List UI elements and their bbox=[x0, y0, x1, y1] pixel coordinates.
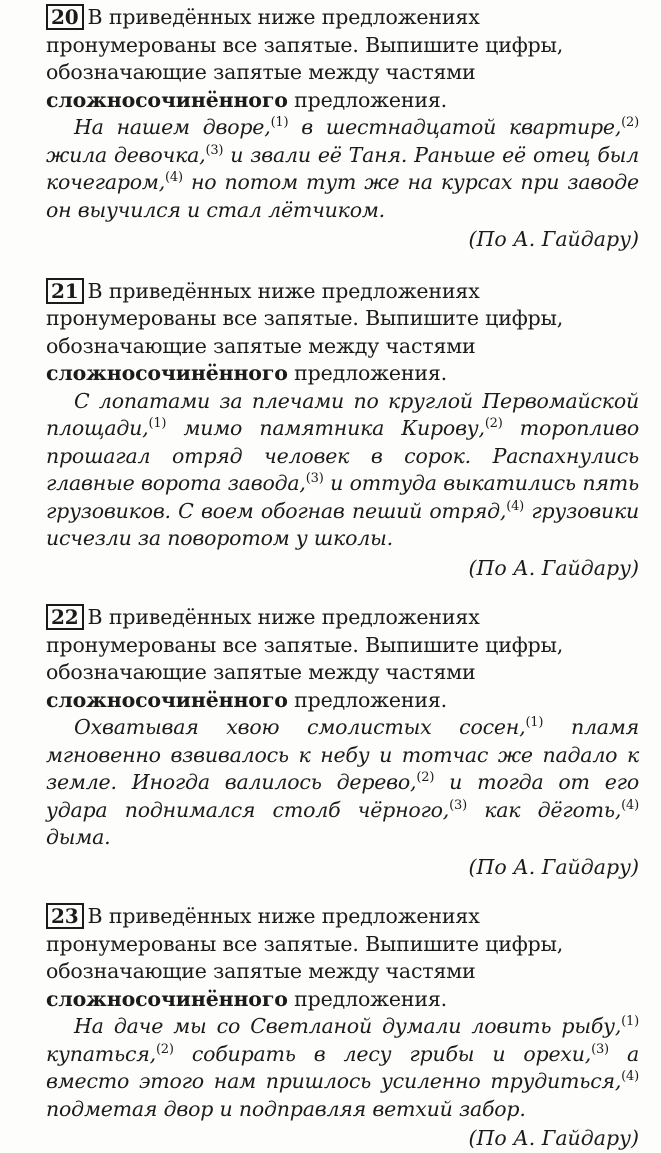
bold-term: сложносочинённого bbox=[46, 361, 288, 385]
task-number: 23 bbox=[46, 903, 84, 929]
comma-number: (1) bbox=[525, 715, 544, 731]
task-number: 22 bbox=[46, 604, 84, 630]
example-text: Охватывая хвою смолистых сосен,$^{(1)}$ пламя мгновенно взвивалось к небу и тотчас же падало к земле. Иногда валилось дерево,$^{(2)}$ и тогда от его удара поднимался столб чёрного,$^{(3)}$ как дёготь,$^{(4)}$ дыма. bbox=[46, 715, 639, 849]
comma-number: (3) bbox=[449, 797, 467, 813]
source-attribution: (По А. Гайдару) bbox=[468, 1126, 639, 1150]
comma-number: (4) bbox=[621, 1069, 639, 1085]
comma-number: (2) bbox=[621, 115, 639, 131]
example-text: С лопатами за плечами по круглой Первомайской площади,$^{(1)}$ мимо памятника Кирову,$^{(2)}$ торопливо прошагал отряд человек в сорок. Распахнулись главные ворота завода,$^{(3)}$ и оттуда выкатились пять грузовиков. С воем обогнав пеший отряд,$^{(4)}$ грузовики исчезли за поворотом у школы. bbox=[46, 388, 640, 550]
task-instruction: 23 В приведённых ниже предложениях пронумерованы все запятые. Выпишите цифры, обозначающие запятые между частями сложносочинённого предложения. bbox=[46, 904, 564, 1011]
comma-number: (2) bbox=[484, 416, 503, 432]
task-instruction: 22 В приведённых ниже предложениях пронумерованы все запятые. Выпишите цифры, обозначающие запятые между частями сложносочинённого предложения. bbox=[46, 605, 564, 712]
bold-term: сложносочинённого bbox=[46, 986, 288, 1011]
comma-number: (4) bbox=[621, 797, 639, 813]
comma-number: (1) bbox=[621, 1014, 639, 1030]
comma-number: (4) bbox=[165, 170, 183, 186]
comma-number: (3) bbox=[305, 471, 324, 487]
task-23 bbox=[46, 903, 639, 1153]
comma-number: (3) bbox=[205, 142, 224, 158]
task-21 bbox=[46, 278, 639, 583]
bold-term: сложносочинённого bbox=[46, 87, 288, 112]
task-number: 21 bbox=[46, 278, 84, 304]
comma-number: (1) bbox=[270, 115, 289, 131]
source-attribution: (По А. Гайдару) bbox=[468, 555, 639, 580]
comma-number: (2) bbox=[155, 1041, 174, 1057]
comma-number: (4) bbox=[506, 498, 525, 514]
example-text: На нашем дворе,$^{(1)}$ в шестнадцатой квартире,$^{(2)}$ жила девочка,$^{(3)}$ и звали её Таня. Раньше её отец был кочегаром,$^{(4)}$ но потом тут же на курсах при заводе он выучился и стал лётчиком. bbox=[46, 115, 639, 222]
source-attribution: (По А. Гайдару) bbox=[468, 854, 639, 879]
comma-number: (3) bbox=[591, 1041, 609, 1057]
source-attribution: (По А. Гайдару) bbox=[468, 227, 639, 251]
task-22 bbox=[46, 604, 639, 881]
task-instruction: 20 В приведённых ниже предложениях пронумерованы все запятые. Выпишите цифры, обозначающие запятые между частями сложносочинённого предложения. bbox=[46, 5, 564, 112]
comma-number: (1) bbox=[148, 416, 167, 432]
bold-term: сложносочинённого bbox=[46, 687, 288, 712]
example-text: На даче мы со Светланой думали ловить рыбу,$^{(1)}$ купаться,$^{(2)}$ собирать в лесу грибы и орехи,$^{(3)}$ а вместо этого нам пришлось усиленно трудиться,$^{(4)}$ подметая двор и подправляя ветхий забор. bbox=[46, 1014, 639, 1121]
task-instruction: 21 В приведённых ниже предложениях пронумерованы все запятые. Выпишите цифры, обозначающие запятые между частями сложносочинённого предложения. bbox=[46, 278, 564, 385]
comma-number: (2) bbox=[416, 770, 435, 786]
task-number: 20 bbox=[46, 4, 84, 30]
task-20 bbox=[46, 4, 639, 254]
